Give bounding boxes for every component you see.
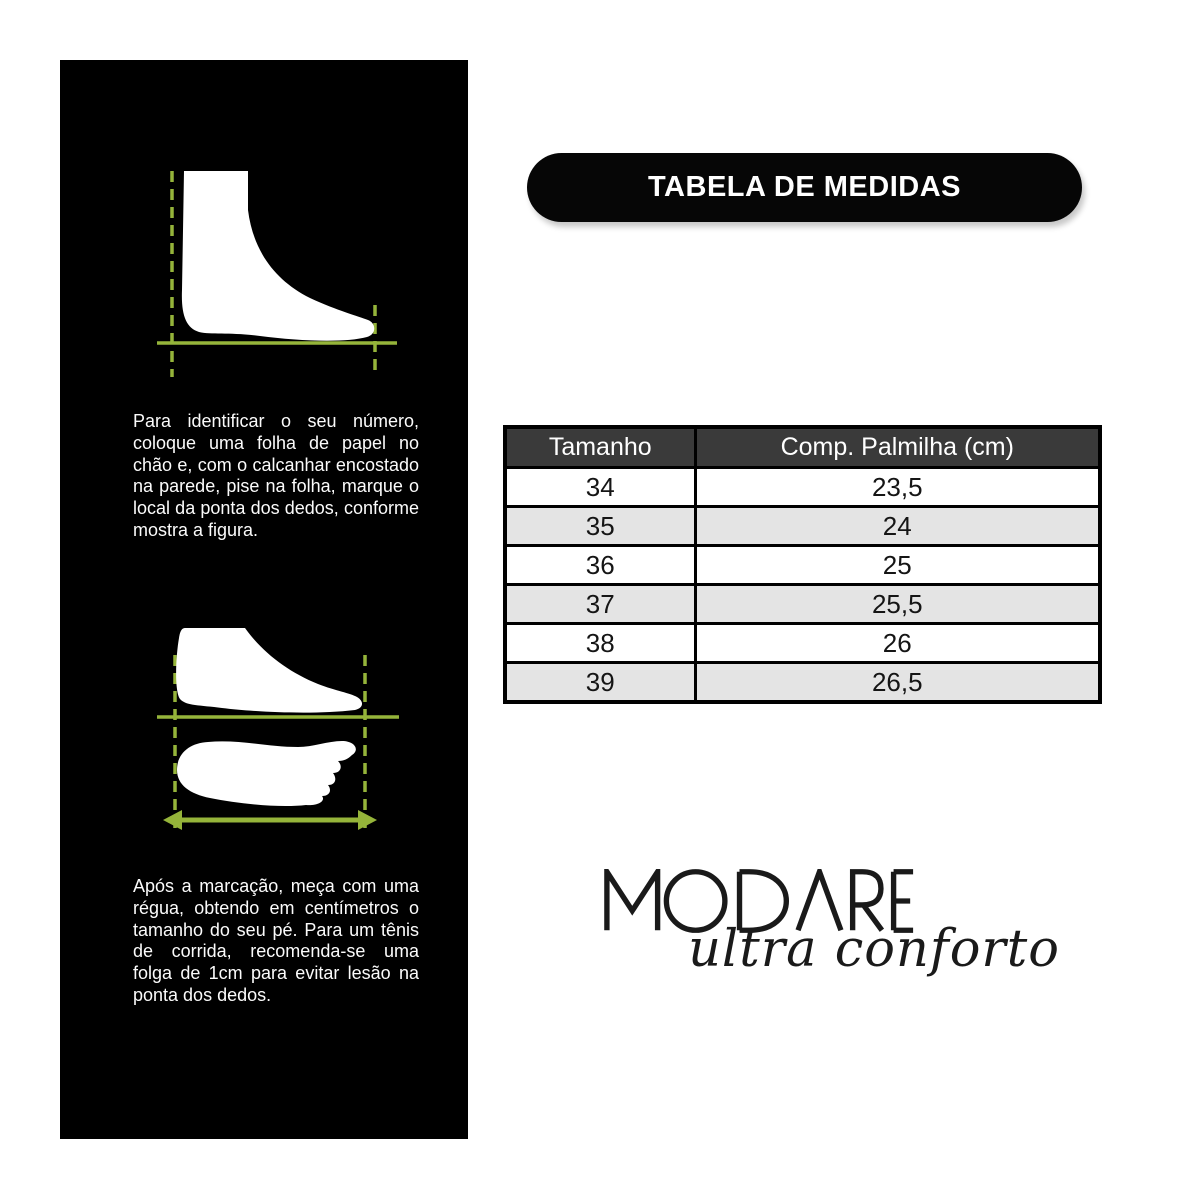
table-cell: 23,5 [695,468,1100,507]
table-cell: 26 [695,624,1100,663]
foot-side-measure-icon [60,160,468,390]
table-row [505,663,1100,703]
size-chart-title: TABELA DE MEDIDAS [648,171,961,203]
size-table-body [505,468,1100,703]
table-cell: 38 [505,624,695,663]
table-row [505,585,1100,624]
footprint-silhouette [177,741,356,806]
table-cell: 37 [505,585,695,624]
table-row [505,546,1100,585]
table-row [505,468,1100,507]
table-cell: 36 [505,546,695,585]
table-cell: 24 [695,507,1100,546]
arrow-left-head [163,810,182,830]
size-chart-title-banner [527,153,1082,222]
size-table [503,425,1102,704]
foot-side-silhouette [182,171,374,341]
table-row [505,624,1100,663]
foot-length-measure-icon [60,620,468,850]
table-cell: 34 [505,468,695,507]
instruction-paragraph-2: Após a marcação, meça com uma régua, obtendo em centímetros o tamanho do seu pé. Para um tênis de corrida, recomenda-se uma folga de 1cm para evitar lesão na ponta dos dedos. [133,876,419,1005]
table-cell: 39 [505,663,695,703]
table-cell: 35 [505,507,695,546]
column-header-insole-length: Comp. Palmilha (cm) [695,427,1100,468]
table-cell: 25 [695,546,1100,585]
table-row [505,507,1100,546]
table-cell: 25,5 [695,585,1100,624]
table-cell: 26,5 [695,663,1100,703]
instructions-panel [60,60,468,1139]
arrow-right-head [358,810,377,830]
brand-tagline: ultra conforto [688,920,1060,979]
instruction-paragraph-1: Para identificar o seu número, coloque uma folha de papel no chão e, com o calcanhar encostado na parede, pise na folha, marque o local da ponta dos dedos, conforme mostra a figura. [133,411,419,540]
size-table-header-row [505,427,1100,468]
foot-side-silhouette [176,628,362,713]
column-header-size: Tamanho [505,427,695,468]
